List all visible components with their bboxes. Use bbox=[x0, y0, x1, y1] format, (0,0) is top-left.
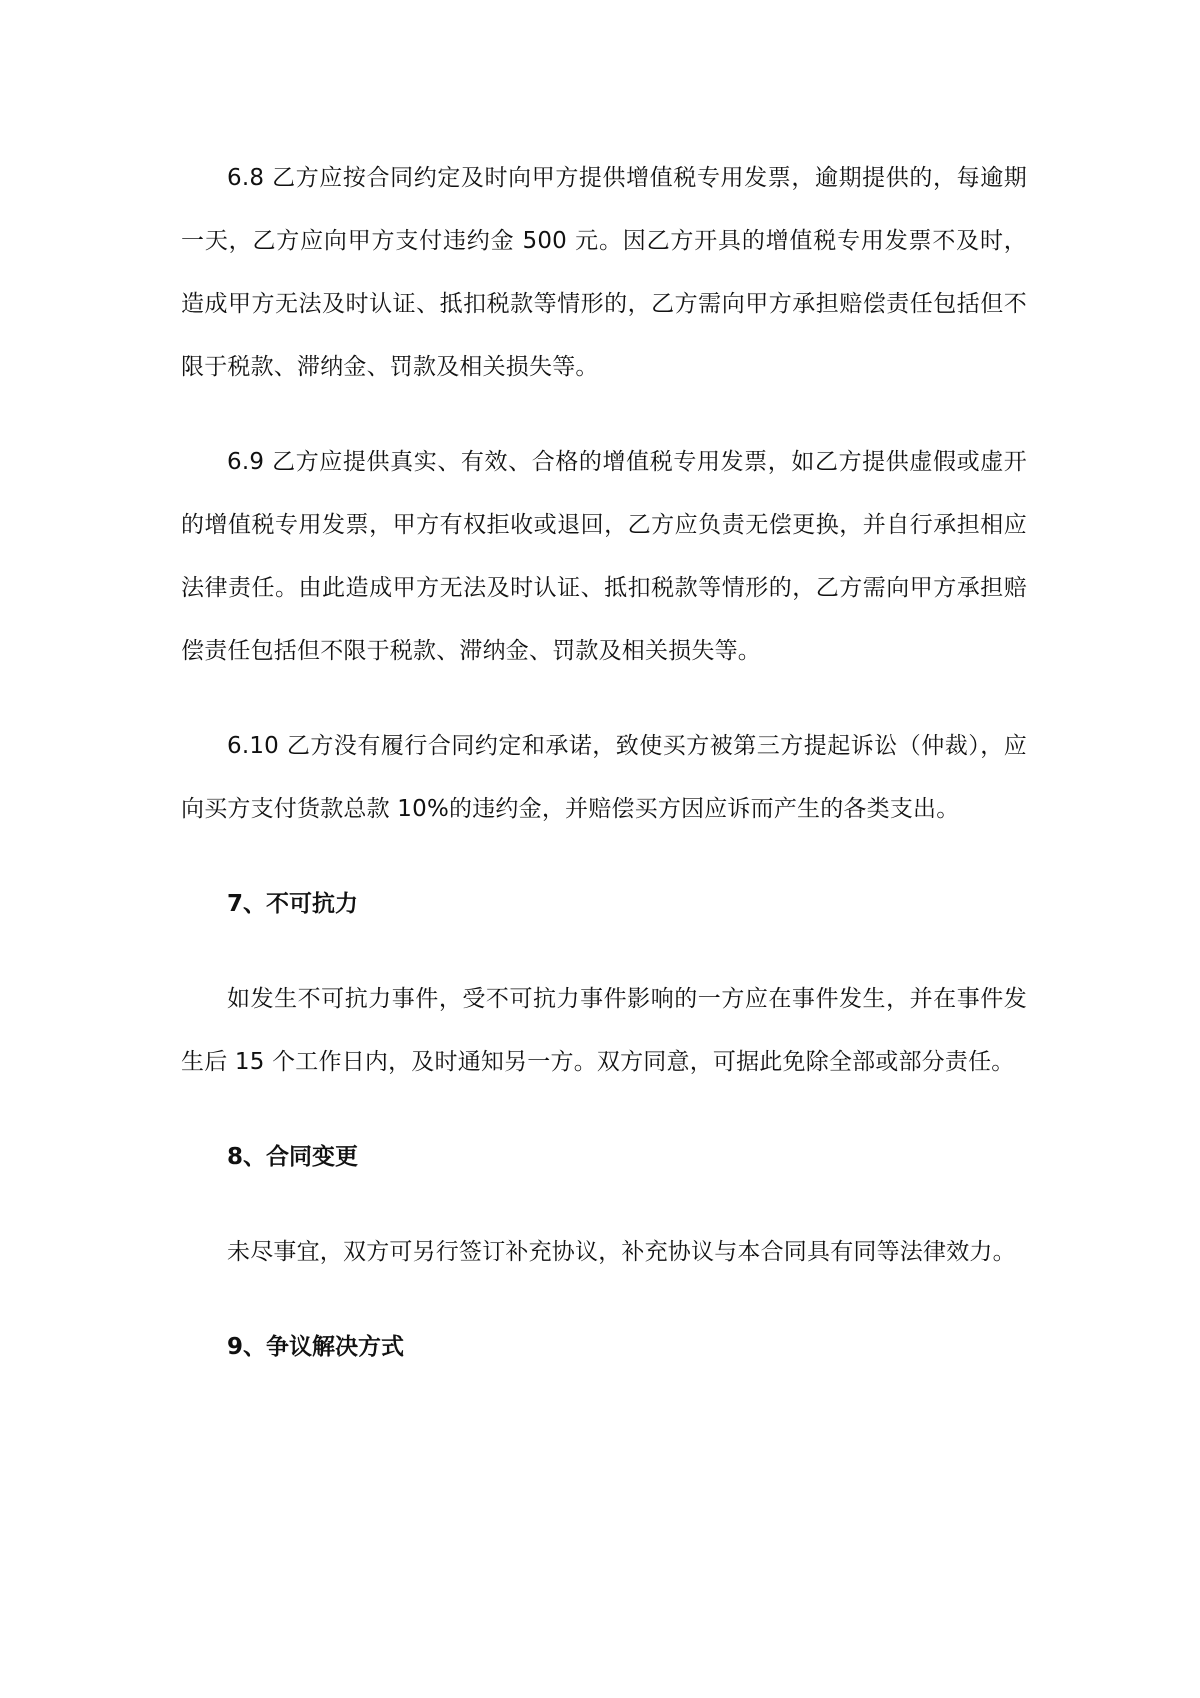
section-8-heading: 8、合同变更 bbox=[227, 1144, 359, 1170]
section-7-body: 如发生不可抗力事件，受不可抗力事件影响的一方应在事件发生，并在事件发生后 15 个工作日内，及时通知另一方。双方同意，可据此免除全部或部分责任。 bbox=[181, 986, 1027, 1075]
section-7-heading: 7、不可抗力 bbox=[227, 891, 359, 917]
clause-6-10: 6.10 乙方没有履行合同约定和承诺，致使买方被第三方提起诉讼（仲裁），应向买方支付货款总款 10%的违约金，并赔偿买方因应诉而产生的各类支出。 bbox=[181, 733, 1027, 822]
section-9-heading: 9、争议解决方式 bbox=[227, 1334, 405, 1360]
clause-6-8: 6.8 乙方应按合同约定及时向甲方提供增值税专用发票，逾期提供的，每逾期一天，乙方应向甲方支付违约金 500 元。因乙方开具的增值税专用发票不及时，造成甲方无法及时认证、抵扣税款等情形的，乙方需向甲方承担赔偿责任包括但不限于税款、滞纳金、罚款及相关损失等。 bbox=[181, 165, 1027, 380]
section-8-body: 未尽事宜，双方可另行签订补充协议，补充协议与本合同具有同等法律效力。 bbox=[227, 1239, 1016, 1265]
document-body bbox=[181, 147, 1027, 1379]
clause-6-9: 6.9 乙方应提供真实、有效、合格的增值税专用发票，如乙方提供虚假或虚开的增值税专用发票，甲方有权拒收或退回，乙方应负责无偿更换，并自行承担相应法律责任。由此造成甲方无法及时认证、抵扣税款等情形的，乙方需向甲方承担赔偿责任包括但不限于税款、滞纳金、罚款及相关损失等。 bbox=[181, 449, 1027, 664]
